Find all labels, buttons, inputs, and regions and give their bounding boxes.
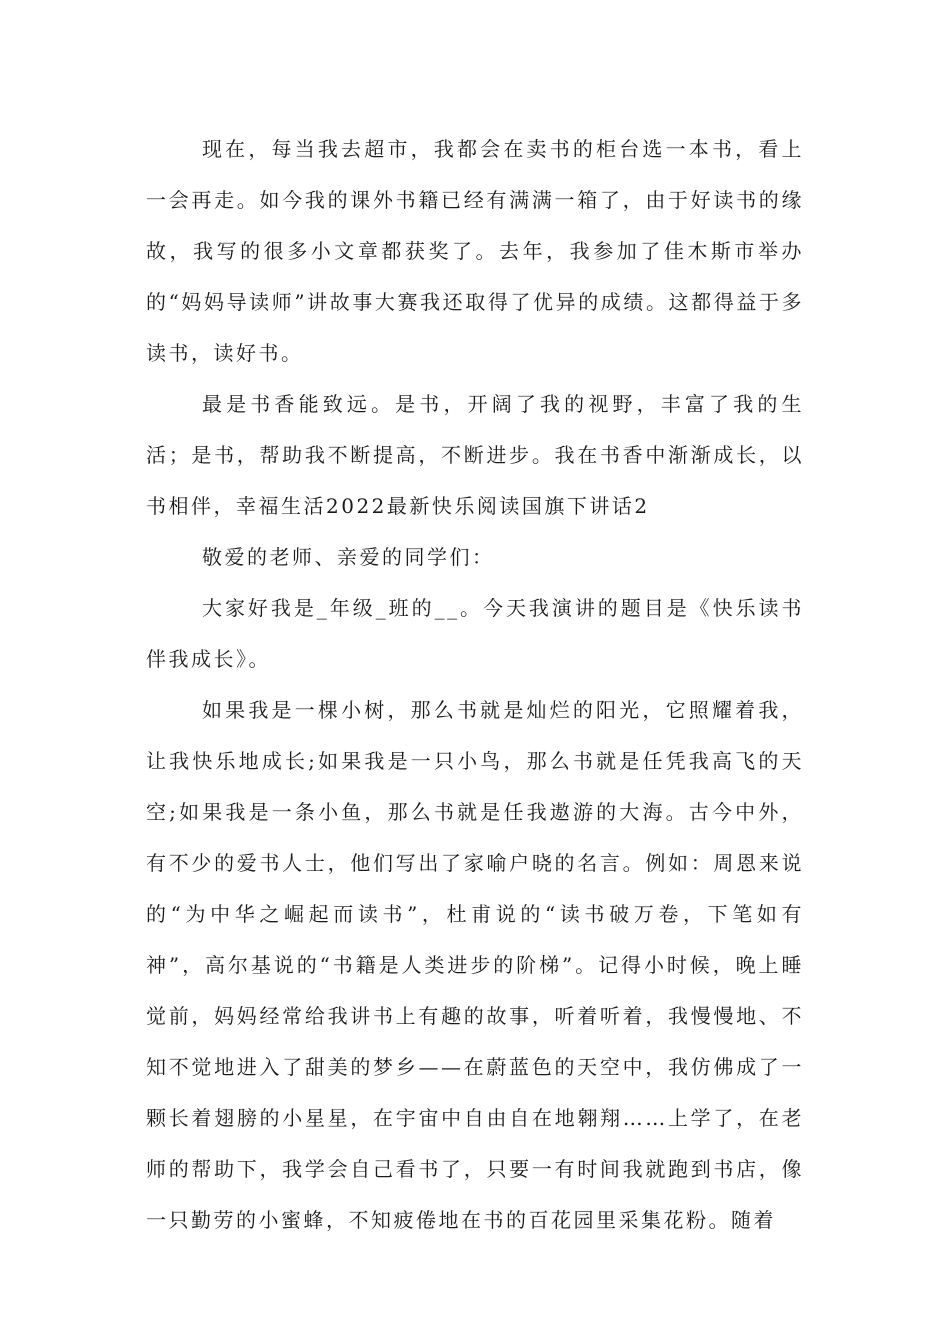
paragraph-speech-intro: 大家好我是_年级_班的__。今天我演讲的题目是《快乐读书伴我成长》。: [146, 596, 804, 671]
paragraph-speech-body: 如果我是一棵小树，那么书就是灿烂的阳光，它照耀着我，让我快乐地成长;如果我是一只小鸟，那么书就是任凭我高飞的天空;如果我是一条小鱼，那么书就是任我遨游的大海。古今中外，有不少的爱书人士，他们写出了家喻户晓的名言。例如：周恩来说的“为中华之崛起而读书”，杜甫说的“读书破万卷，下笔如有神”，高尔基说的“书籍是人类进步的阶梯”。记得小时候，晚上睡觉前，妈妈经常给我讲书上有趣的故事，听着听着，我慢慢地、不知不觉地进入了甜美的梦乡——在蔚蓝色的天空中，我仿佛成了一颗长着翅膀的小星星，在宇宙中自由自在地翱翔……上学了，在老师的帮助下，我学会自己看书了，只要一有时间我就跑到书店，像一只勤劳的小蜜蜂，不知疲倦地在书的百花园里采集花粉。随着: [146, 698, 804, 1232]
paragraph-book-fragrance: 最是书香能致远。是书，开阔了我的视野，丰富了我的生活；是书，帮助我不断提高，不断进步。我在书香中渐渐成长，以书相伴，幸福生活2022最新快乐阅读国旗下讲话2: [146, 392, 804, 518]
paragraph-supermarket-reading: 现在，每当我去超市，我都会在卖书的柜台选一本书，看上一会再走。如今我的课外书籍已经有满满一箱了，由于好读书的缘故，我写的很多小文章都获奖了。去年，我参加了佳木斯市举办的“妈妈导读师”讲故事大赛我还取得了优异的成绩。这都得益于多读书，读好书。: [146, 137, 804, 365]
paragraph-salutation: 敬爱的老师、亲爱的同学们：: [202, 545, 495, 569]
document-body: [146, 124, 804, 1246]
